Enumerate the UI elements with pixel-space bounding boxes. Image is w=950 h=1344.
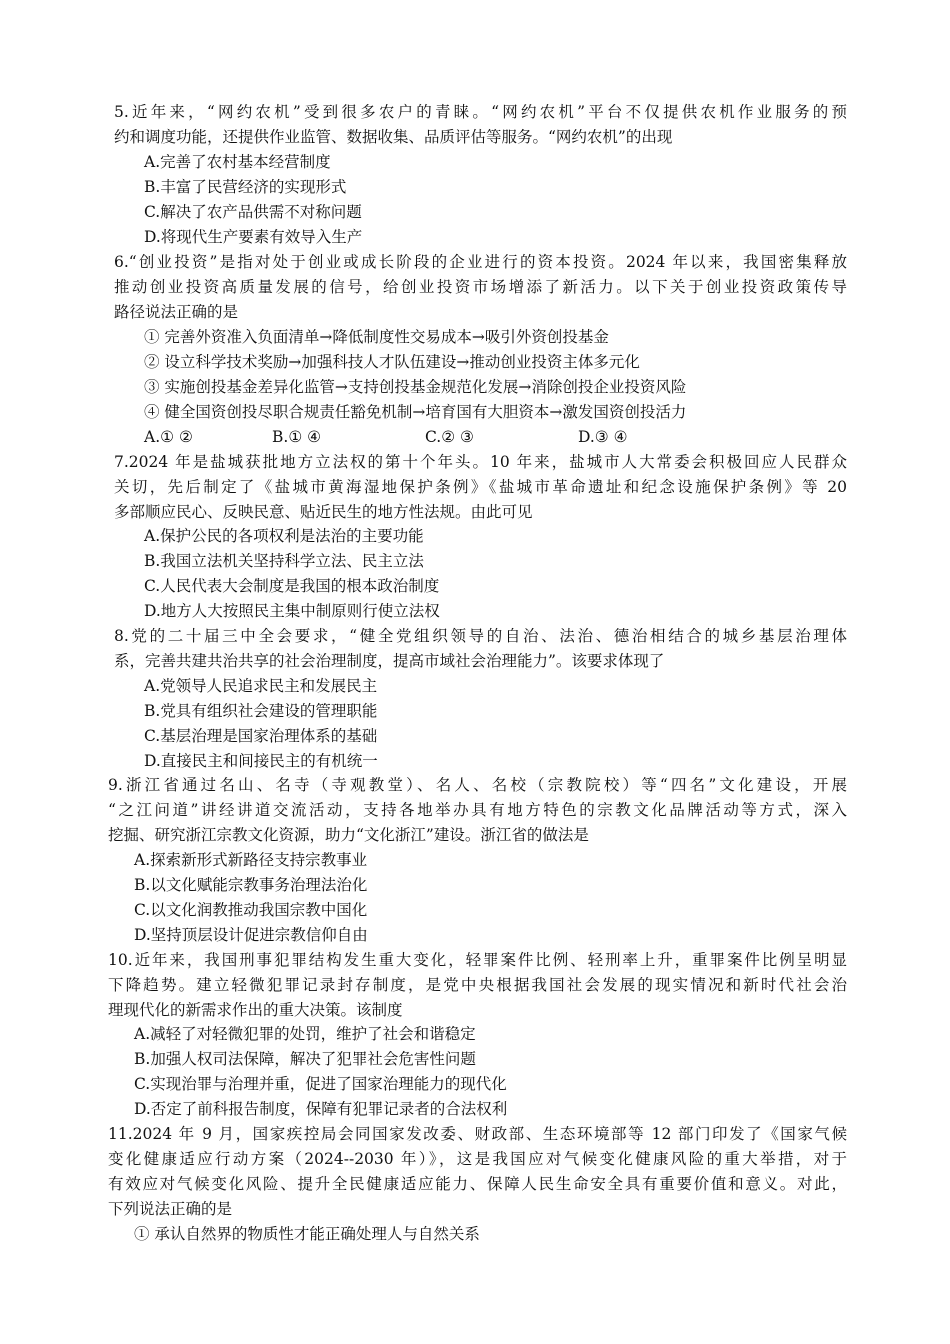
q11-stem-line-4: 下列说法正确的是 xyxy=(108,1200,233,1218)
q7-stem-line-2: 关切，先后制定了《盐城市黄海湿地保护条例》《盐城市革命遗址和纪念设施保护条例》等 20 xyxy=(114,478,847,496)
q9-stem-line-2: “之江问道”讲经讲道交流活动，支持各地举办具有地方特色的宗教文化品牌活动等方式，深入 xyxy=(108,801,847,819)
q9-stem-line-1: 9.浙江省通过名山、名寺（寺观教堂）、名人、名校（宗教院校）等“四名”文化建设，开展 xyxy=(108,776,847,794)
q6-choice-d: D.③ ④ xyxy=(578,428,628,446)
q6-stem-line-3: 路径说法正确的是 xyxy=(114,303,239,321)
q8-option-c: C.基层治理是国家治理体系的基础 xyxy=(144,727,378,745)
q10-option-d: D.否定了前科报告制度，保障有犯罪记录者的合法权利 xyxy=(134,1100,508,1118)
q9-option-c: C.以文化润教推动我国宗教中国化 xyxy=(134,901,368,919)
q11-stem-line-3: 有效应对气候变化风险、提升全民健康适应能力、保障人民生命安全具有重要价值和意义。对此， xyxy=(108,1175,847,1193)
q11-statement-1: ① 承认自然界的物质性才能正确处理人与自然关系 xyxy=(134,1225,480,1243)
q10-option-c: C.实现治罪与治理并重，促进了国家治理能力的现代化 xyxy=(134,1075,507,1093)
q5-stem-line-1: 5.近年来，“网约农机”受到很多农户的青睐。“网约农机”平台不仅提供农机作业服务的预 xyxy=(114,103,847,121)
q9-option-d: D.坚持顶层设计促进宗教信仰自由 xyxy=(134,926,368,944)
q9-option-b: B.以文化赋能宗教事务治理法治化 xyxy=(134,876,368,894)
q7-stem-line-1: 7.2024 年是盐城获批地方立法权的第十个年头。10 年来，盐城市人大常委会积极回应人民群众 xyxy=(114,453,847,471)
q8-option-b: B.党具有组织社会建设的管理职能 xyxy=(144,702,378,720)
q7-stem-line-3: 多部顺应民心、反映民意、贴近民生的地方性法规。由此可见 xyxy=(114,503,533,521)
q11-stem-line-2: 变化健康适应行动方案（2024--2030 年）》，这是我国应对气候变化健康风险的重大举措，对于 xyxy=(108,1150,847,1168)
q9-stem-line-3: 挖掘、研究浙江宗教文化资源，助力“文化浙江”建设。浙江省的做法是 xyxy=(108,826,589,844)
q8-option-a: A.党领导人民追求民主和发展民主 xyxy=(144,677,378,695)
q5-option-b: B.丰富了民营经济的实现形式 xyxy=(144,178,347,196)
q10-option-a: A.减轻了对轻微犯罪的处罚，维护了社会和谐稳定 xyxy=(134,1025,476,1043)
q6-statement-3: ③ 实施创投基金差异化监管→支持创投基金规范化发展→消除创投企业投资风险 xyxy=(144,378,687,396)
q7-option-a: A.保护公民的各项权利是法治的主要功能 xyxy=(144,527,424,545)
q6-choice-c: C.② ③ xyxy=(425,428,474,446)
q7-option-b: B.我国立法机关坚持科学立法、民主立法 xyxy=(144,552,424,570)
q10-stem-line-3: 理现代化的新需求作出的重大决策。该制度 xyxy=(108,1001,403,1019)
q10-stem-line-2: 下降趋势。建立轻微犯罪记录封存制度，是党中央根据我国社会发展的现实情况和新时代社会治 xyxy=(108,976,847,994)
q11-stem-line-1: 11.2024 年 9 月，国家疾控局会同国家发改委、财政部、生态环境部等 12 部门印发了《国家气候 xyxy=(108,1125,847,1143)
q8-option-d: D.直接民主和间接民主的有机统一 xyxy=(144,752,378,770)
q9-option-a: A.探索新形式新路径支持宗教事业 xyxy=(134,851,368,869)
q7-option-d: D.地方人大按照民主集中制原则行使立法权 xyxy=(144,602,440,620)
q6-statement-1: ① 完善外资准入负面清单→降低制度性交易成本→吸引外资创投基金 xyxy=(144,328,609,346)
q6-choice-a: A.① ② xyxy=(144,428,193,446)
q5-stem-line-2: 约和调度功能，还提供作业监管、数据收集、品质评估等服务。“网约农机”的出现 xyxy=(114,128,673,146)
q8-stem-line-2: 系，完善共建共治共享的社会治理制度，提高市域社会治理能力”。该要求体现了 xyxy=(114,652,665,670)
q6-stem-line-2: 推动创业投资高质量发展的信号，给创业投资市场增添了新活力。以下关于创业投资政策传导 xyxy=(114,278,847,296)
q6-choice-b: B.① ④ xyxy=(272,428,322,446)
q6-stem-line-1: 6.“创业投资”是指对处于创业或成长阶段的企业进行的资本投资。2024 年以来，我国密集释放 xyxy=(114,253,847,271)
q10-option-b: B.加强人权司法保障，解决了犯罪社会危害性问题 xyxy=(134,1050,476,1068)
q8-stem-line-1: 8.党的二十届三中全会要求，“健全党组织领导的自治、法治、德治相结合的城乡基层治理体 xyxy=(114,627,847,645)
q5-option-a: A.完善了农村基本经营制度 xyxy=(144,153,331,171)
q6-statement-2: ② 设立科学技术奖励→加强科技人才队伍建设→推动创业投资主体多元化 xyxy=(144,353,640,371)
q7-option-c: C.人民代表大会制度是我国的根本政治制度 xyxy=(144,577,440,595)
q5-option-d: D.将现代生产要素有效导入生产 xyxy=(144,228,363,246)
q10-stem-line-1: 10.近年来，我国刑事犯罪结构发生重大变化，轻罪案件比例、轻刑率上升，重罪案件比例呈明显 xyxy=(108,951,847,969)
q5-option-c: C.解决了农产品供需不对称问题 xyxy=(144,203,362,221)
q6-statement-4: ④ 健全国资创投尽职合规责任豁免机制→培育国有大胆资本→激发国资创投活力 xyxy=(144,403,687,421)
